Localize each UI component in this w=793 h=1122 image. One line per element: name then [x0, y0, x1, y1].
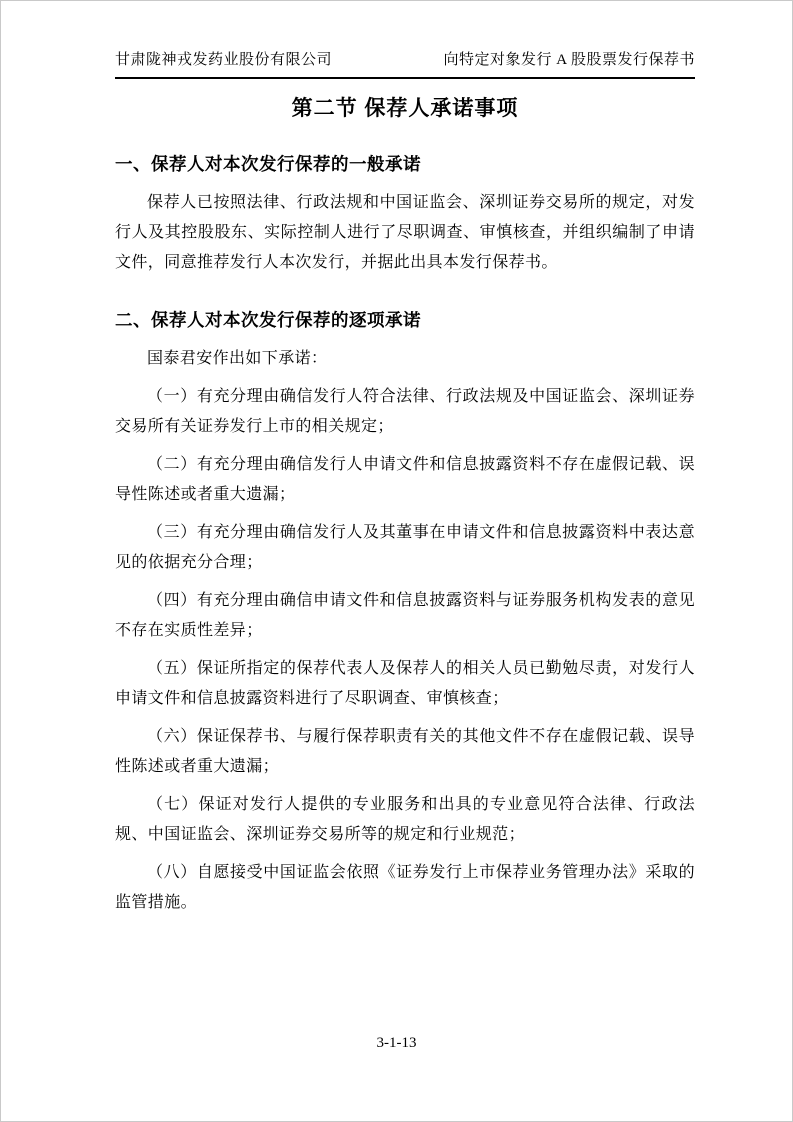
paragraph: （八）自愿接受中国证监会依照《证券发行上市保荐业务管理办法》采取的监管措施。: [115, 864, 695, 911]
header-company-name: 甘肃陇神戎发药业股份有限公司: [115, 52, 333, 68]
sections: [115, 152, 695, 918]
header-doc-type: 向特定对象发行 A 股股票发行保荐书: [443, 52, 695, 68]
paragraph: （二）有充分理由确信发行人申请文件和信息披露资料不存在虚假记载、误导性陈述或者重大遗漏；: [115, 456, 695, 503]
page-header: [115, 50, 695, 79]
page-title: 第二节 保荐人承诺事项: [291, 97, 519, 120]
paragraph: 国泰君安作出如下承诺：: [147, 350, 328, 367]
paragraph: （五）保证所指定的保荐代表人及保荐人的相关人员已勤勉尽责，对发行人申请文件和信息披露资料进行了尽职调查、审慎核查；: [115, 660, 695, 707]
paragraph: 保荐人已按照法律、行政法规和中国证监会、深圳证券交易所的规定，对发行人及其控股股东、实际控制人进行了尽职调查、审慎核查，并组织编制了申请文件，同意推荐发行人本次发行，并据此出具本发行保荐书。: [115, 194, 695, 271]
paragraph: （三）有充分理由确信发行人及其董事在申请文件和信息披露资料中表达意见的依据充分合理；: [115, 524, 695, 571]
page-number: 3-1-13: [376, 1035, 417, 1051]
page-footer: [0, 1032, 793, 1054]
paragraph: （六）保证保荐书、与履行保荐职责有关的其他文件不存在虚假记载、误导性陈述或者重大遗漏；: [115, 728, 695, 775]
section-heading-1: 一、保荐人对本次发行保荐的一般承诺: [115, 154, 421, 174]
paragraph: （四）有充分理由确信申请文件和信息披露资料与证券服务机构发表的意见不存在实质性差异；: [115, 592, 695, 639]
paragraph: （一）有充分理由确信发行人符合法律、行政法规及中国证监会、深圳证券交易所有关证券发行上市的相关规定；: [115, 388, 695, 435]
paragraph: （七）保证对发行人提供的专业服务和出具的专业意见符合法律、行政法规、中国证监会、深圳证券交易所等的规定和行业规范；: [115, 796, 695, 843]
section-heading-2: 二、保荐人对本次发行保荐的逐项承诺: [115, 310, 421, 330]
